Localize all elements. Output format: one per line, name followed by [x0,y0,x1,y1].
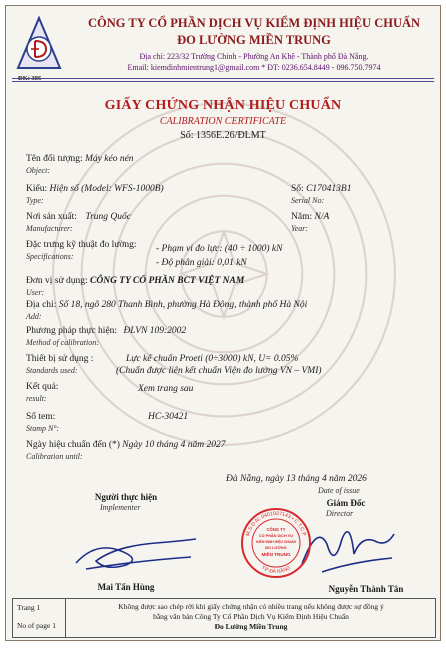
standards-value1: Lực kế chuẩn Proeti (0÷3000) kN, U= 0.05% [126,354,299,364]
method-row [26,326,186,336]
page-number-cell [13,599,66,637]
spec-range: - Phạm vi đo lực: (40 ÷ 1000) kN [156,244,283,254]
company-logo-icon [16,16,62,72]
page-number-en: No of page 1 [17,621,56,630]
manufacturer-value: Trung Quốc [85,212,131,222]
standards-value2: (Chuẩn được liên kết chuẩn Viện đo lường VN – VMI) [116,366,322,376]
stamp-no-value: HC-30421 [148,412,189,422]
footer-box [12,598,436,638]
company-seal-icon [240,507,312,579]
method-value: ĐLVN 109:2002 [123,326,187,336]
logo-registration-code: ĐK: 386 [18,75,42,82]
address-label-en: Add: [26,312,42,321]
issue-date-en: Date of issue [318,486,360,495]
org-name-line2: ĐO LƯỜNG MIỀN TRUNG [177,33,331,47]
stamp-no-label-en: Stamp N°: [26,424,60,433]
serial-row [291,184,351,194]
implementer-signature-icon [66,521,206,576]
object-value: Máy kéo nén [85,154,134,164]
org-address: Địa chỉ: 223/32 Trường Chinh - Phường An Khê - Thành phố Đà Nẵng. [139,52,369,61]
user-label-en: User: [26,288,45,297]
header-rule [12,78,434,79]
address-label: Địa chỉ: [26,300,57,310]
until-label-en: Calibration until: [26,452,83,461]
implementer-name: Mai Tấn Hùng [97,582,155,592]
year-row [291,212,329,222]
spec-resolution: - Độ phân giải: 0,01 kN [156,258,247,268]
page-number-vi: Trang 1 [17,603,41,612]
copy-notice-line1: Không được sao chép rời khi giấy chứng nhận có nhiều trang nếu không được sự đồng ý [118,602,384,611]
year-label: Năm: [291,212,313,222]
user-row [26,276,244,286]
until-label: Ngày hiệu chuẩn đến (*) [26,440,120,450]
seal-bottom-text: T.P ĐÀ NẴNG [260,565,292,576]
type-row [26,184,164,194]
standards-label: Thiết bị sử dụng : [26,354,94,364]
type-label: Kiểu: [26,184,48,194]
seal-line1: CÔNG TY [266,527,286,532]
address-row [26,300,307,310]
user-label: Đơn vị sử dụng: [26,276,88,286]
implementer-title: Người thực hiện [94,492,158,502]
seal-line4: ĐO LƯỜNG [265,546,287,550]
watermark-drum-icon [46,96,402,452]
serial-label: Số: [291,184,304,194]
org-name-line1: CÔNG TY CỔ PHẦN DỊCH VỤ KIỂM ĐỊNH HIỆU CHUẨN [87,16,421,30]
type-value: Hiện số (Model: WFS-1000B) [49,184,164,194]
method-label: Phương pháp thực hiện: [26,326,118,336]
manufacturer-label: Nơi sản xuất: [26,212,77,222]
seal-line2: CỔ PHẦN DỊCH VỤ [258,534,294,538]
year-label-en: Year: [291,224,309,233]
address-value: Số 18, ngõ 280 Thanh Bình, phường Hà Đông, thành phố Hà Nội [58,300,308,310]
standards-label-en: Standards used: [26,366,78,375]
director-title: Giám Đốc [326,498,366,508]
copy-notice-line2: bằng văn bản Công Ty Cổ Phần Dịch Vụ Kiểm Định Hiệu Chuẩn [153,612,349,621]
manufacturer-row [26,212,131,222]
svg-text:T.P ĐÀ NẴNG [260,565,292,575]
type-label-en: Type: [26,196,44,205]
method-label-en: Method of calibration: [26,338,99,347]
issue-date: Đà Nẵng, ngày 13 tháng 4 năm 2026 [226,474,367,484]
manufacturer-label-en: Manufacturer: [26,224,73,233]
org-contact: Email: kiemdinhmientrung1@gmail.com * ĐT: 0236.654.8449 - 096.750.7974 [127,63,381,72]
result-value: Xem trang sau [138,384,194,394]
certificate-number: Số: 1356E.26/ĐLMT [180,130,266,141]
copy-notice-line3: Đo Lường Miền Trung [214,622,288,631]
seal-line3: KIỂM ĐỊNH HIỆU CHUẨN [256,540,296,544]
spec-label: Đặc trưng kỹ thuật đo lường: [26,240,137,250]
object-label-en: Object: [26,166,50,175]
director-name: Nguyễn Thành Tân [328,584,404,594]
certificate-page [5,5,441,641]
result-label-en: result: [26,394,47,403]
header-rule-2 [12,81,434,82]
seal-line5: MIỀN TRUNG [261,552,291,557]
object-row [26,154,134,164]
copy-notice [67,602,435,632]
implementer-title-en: Implementer [100,503,141,512]
until-row [26,440,225,450]
until-value: Ngày 10 tháng 4 năm 2027 [122,440,226,450]
year-value: N/A [314,212,330,222]
object-label: Tên đối tượng: [26,154,83,164]
spec-label-en: Specifications: [26,252,74,261]
certificate-title: GIẤY CHỨNG NHẬN HIỆU CHUẨN [104,98,342,113]
director-title-en: Director [326,509,354,518]
seal-outer-text: M.S.D.N: 0401937143 • C.T.C.P [244,510,308,537]
certificate-title-en: CALIBRATION CERTIFICATE [159,116,287,127]
stamp-no-label: Số tem: [26,412,56,422]
result-label: Kết quả: [26,382,59,392]
serial-label-en: Serial No: [291,196,325,205]
serial-value: C170413B1 [306,184,352,194]
user-value: CÔNG TY CỔ PHẦN BCT VIỆT NAM [90,276,245,286]
